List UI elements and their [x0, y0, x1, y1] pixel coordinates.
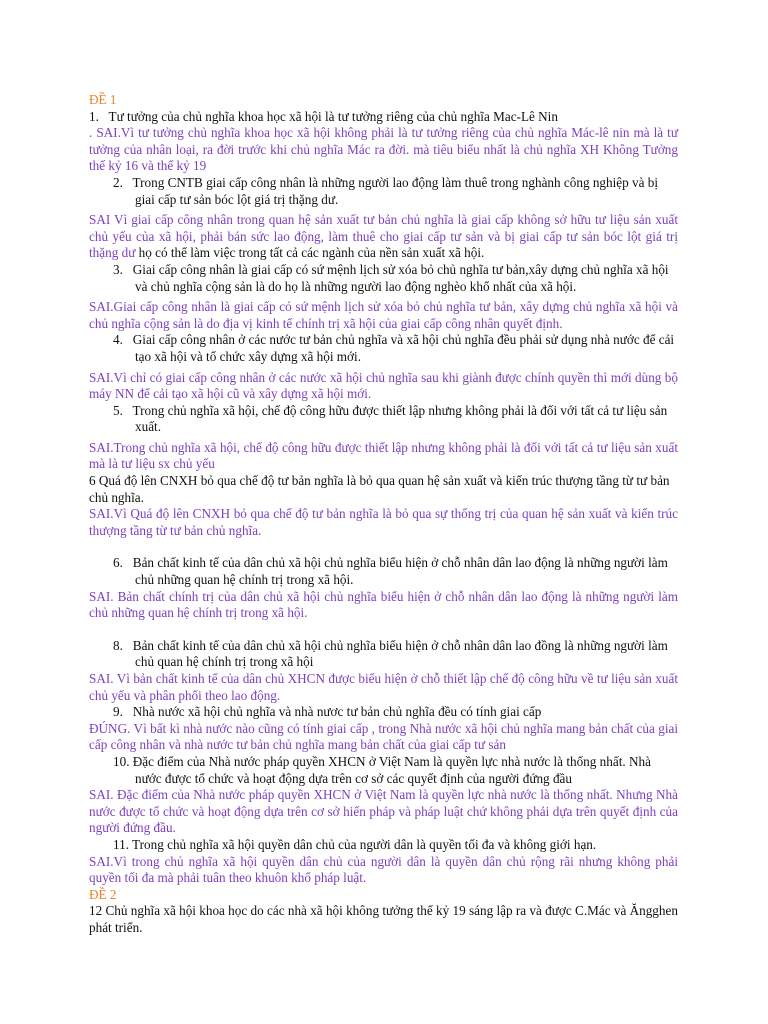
section-heading-de-2: ĐỀ 2	[89, 886, 117, 902]
question-9: 9. Nhà nước xã hội chủ nghĩa và nhà nươc tư bản chủ nghĩa đều có tính giai cấp	[113, 704, 542, 720]
answer-5: SAI.Trong chủ nghĩa xã hội, chế độ công hữu được thiết lập nhưng không phải là đối với tất cả tư liệu sản xuất mà là tư liệu sx chủ yếu	[89, 439, 678, 472]
answer-2-text: SAI Vì giai cấp công nhân trong quan hệ sản xuất tư bản chủ nghĩa là giai cấp không sở hữu tư liệu sản xuất chủ yếu của xã hội, phải bán sức lao động, làm thuê cho giai cấp tư sản và bị giai cấp tư sản bóc lột giá trị thặng dư	[89, 212, 678, 261]
answer-6b: SAI. Bản chất chính trị của dân chủ xã hội chủ nghĩa biểu hiện ở chỗ nhân dân lao động là những người làm chủ những quan hệ chính trị trong xã hội.	[89, 588, 678, 621]
question-6b: 6. Bản chất kinh tế của dân chủ xã hội chủ nghĩa biểu hiện ở chỗ nhân dân lao động là những người làm chủ những quan hệ chính trị trong xã hội.	[113, 555, 668, 588]
answer-6a: SAI.Vì Quá độ lên CNXH bỏ qua chế độ tư bản nghĩa là bỏ qua sự thống trị của quan hệ sản xuất và kiến trúc thượng tầng từ tư bản chủ nghĩa.	[89, 506, 678, 538]
answer-1: . SAI.Vì tư tưởng chủ nghĩa khoa học xã hội không phải là tư tưởng riêng của chủ nghĩa Mác-lê nin mà là tư tưởng của nhân loại, ra đời trước khi chủ nghĩa Mác ra đời. mà tiêu biểu nhất là chủ nghĩa XH Không Tưởng thế kỷ 16 và thế kỷ 19	[89, 125, 678, 174]
answer-10: SAI. Đặc điểm của Nhà nước pháp quyền XHCN ở Việt Nam là quyền lực nhà nước là thống nhất. Nhưng Nhà nước được tổ chức và hoạt động dựa trên cơ sở hiến pháp và pháp luật chứ không phải dựa trên quyết định của người đứng đầu.	[89, 787, 678, 836]
question-10: 10. Đặc điểm của Nhà nước pháp quyền XHCN ở Việt Nam là quyền lực nhà nước là thống nhất. Nhà nước được tổ chức và hoạt động dựa trên cơ sở các quyết định của người đứng đầu	[113, 753, 651, 786]
question-8: 8. Bản chất kinh tế của dân chủ xã hội chủ nghĩa biểu hiện ở chỗ nhân dân lao đồng là những người làm chủ quan hệ chính trị trong xã hội	[113, 637, 668, 670]
answer-2	[89, 212, 678, 262]
answer-9: ĐÚNG. Vì bất kì nhà nước nào cũng có tính giai cấp , trong Nhà nước xã hội chủ nghĩa mang bản chất của giai cấp công nhân và nhà nước tư bản chủ nghĩa mang bản chất của giai cấp tư sản	[89, 720, 678, 753]
answer-11: SAI.Vì trong chủ nghĩa xã hội quyền dân chủ của người dân là quyền dân chủ rộng rãi nhưng không phải quyền tối đa mà phải tuân theo khuôn khổ pháp luật.	[89, 853, 678, 886]
question-5: 5. Trong chủ nghĩa xã hội, chế độ công hữu được thiết lập nhưng không phải là đối với tất cả tư liệu sản xuất.	[113, 402, 668, 435]
question-2: 2. Trong CNTB giai cấp công nhân là những người lao động làm thuê trong nghành công nghiệp và bị giai cấp tư sản bóc lột giá trị thặng dư.	[113, 174, 659, 207]
question-12: 12 Chủ nghĩa xã hội khoa học do các nhà xã hội không tưởng thế kỷ 19 sáng lập ra và được C.Mác và Ăngghen phát triển.	[89, 903, 678, 935]
question-4: 4. Giai cấp công nhân ở các nước tư bản chủ nghĩa và xã hội chủ nghĩa đều phải sử dụng nhà nước để cải tạo xã hội và tổ chức xây dựng xã hội mới.	[113, 332, 675, 364]
answer-4: SAI.Vì chỉ có giai cấp công nhân ở các nước xã hội chủ nghĩa sau khi giành được chính quyền thì mới dùng bộ máy NN để cải tạo xã hội cũ và xây dựng xã hội mới.	[89, 369, 678, 402]
question-11: 11. Trong chủ nghĩa xã hội quyền dân chủ của người dân là quyền tối đa và không giới hạn.	[113, 836, 597, 852]
answer-3: SAI.Giai cấp công nhân là giai cấp có sứ mệnh lịch sử xóa bỏ chủ nghĩa tư bản, xây dựng chủ nghĩa xã hội và chủ nghĩa cộng sản là do địa vị kinh tế chính trị xã hội của giai cấp công nhân quyết định.	[89, 299, 678, 331]
answer-2-tail: họ có thể làm việc trong tất cả các ngành của nền sản xuất xã hội.	[135, 245, 485, 261]
document-body	[89, 92, 678, 937]
section-heading-de-1: ĐỀ 1	[89, 92, 117, 107]
question-6a: 6 Quá độ lên CNXH bỏ qua chế độ tư bản nghĩa là bỏ qua quan hệ sản xuất và kiến trúc thượng tầng từ tư bản chủ nghĩa.	[89, 473, 670, 505]
question-3: 3. Giai cấp công nhân là giai cấp có sứ mệnh lịch sử xóa bỏ chủ nghĩa tư bản,xây dựng chủ nghĩa xã hội và chủ nghĩa cộng sản là do họ là những người lao động nghèo khổ nhất của xã hội.	[113, 261, 669, 294]
question-1: 1. Tư tưởng của chủ nghĩa khoa học xã hội là tư tưởng riêng của chủ nghĩa Mac-Lê Nin	[89, 108, 558, 124]
answer-8: SAI. Vì bản chất kinh tế của dân chủ XHCN được biểu hiện ở chỗ thiết lập chế độ công hữu về tư liệu sản xuất chủ yếu và phân phối theo lao động.	[89, 671, 678, 703]
